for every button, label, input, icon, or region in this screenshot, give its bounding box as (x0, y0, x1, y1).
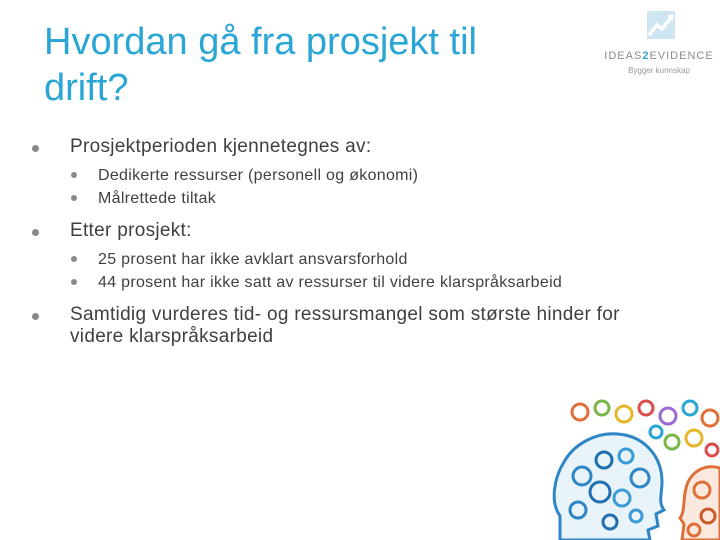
ideas2evidence-logo (604, 10, 714, 82)
sub-bullet-list (70, 248, 650, 294)
logo-tagline: Bygger kunnskap (628, 66, 690, 75)
sub-bullet-item: 25 prosent har ikke avklart ansvarsforhold (70, 248, 650, 271)
sub-bullet-item: 44 prosent har ikke satt av ressurser til videre klarspråksarbeid (70, 271, 650, 294)
bullet-item (30, 136, 650, 210)
bullet-list (30, 136, 650, 358)
bullet-item (30, 220, 650, 294)
bullet-text: Prosjektperioden kjennetegnes av: (70, 136, 372, 157)
bullet-text: Samtidig vurderes tid- og ressursmangel som største hinder for videre klarspråksarbeid (70, 304, 620, 347)
sub-bullet-list (70, 164, 650, 210)
heads-with-gears-illustration (552, 398, 720, 540)
bullet-text: Etter prosjekt: (70, 220, 192, 241)
rising-chart-icon (646, 10, 676, 40)
slide-title: Hvordan gå fra prosjekt til drift? (44, 21, 477, 109)
logo-wordmark: IDEAS2EVIDENCE (604, 50, 714, 62)
sub-bullet-item: Målrettede tiltak (70, 187, 650, 210)
bullet-item (30, 304, 650, 348)
sub-bullet-item: Dedikerte ressurser (personell og økonomi) (70, 164, 650, 187)
